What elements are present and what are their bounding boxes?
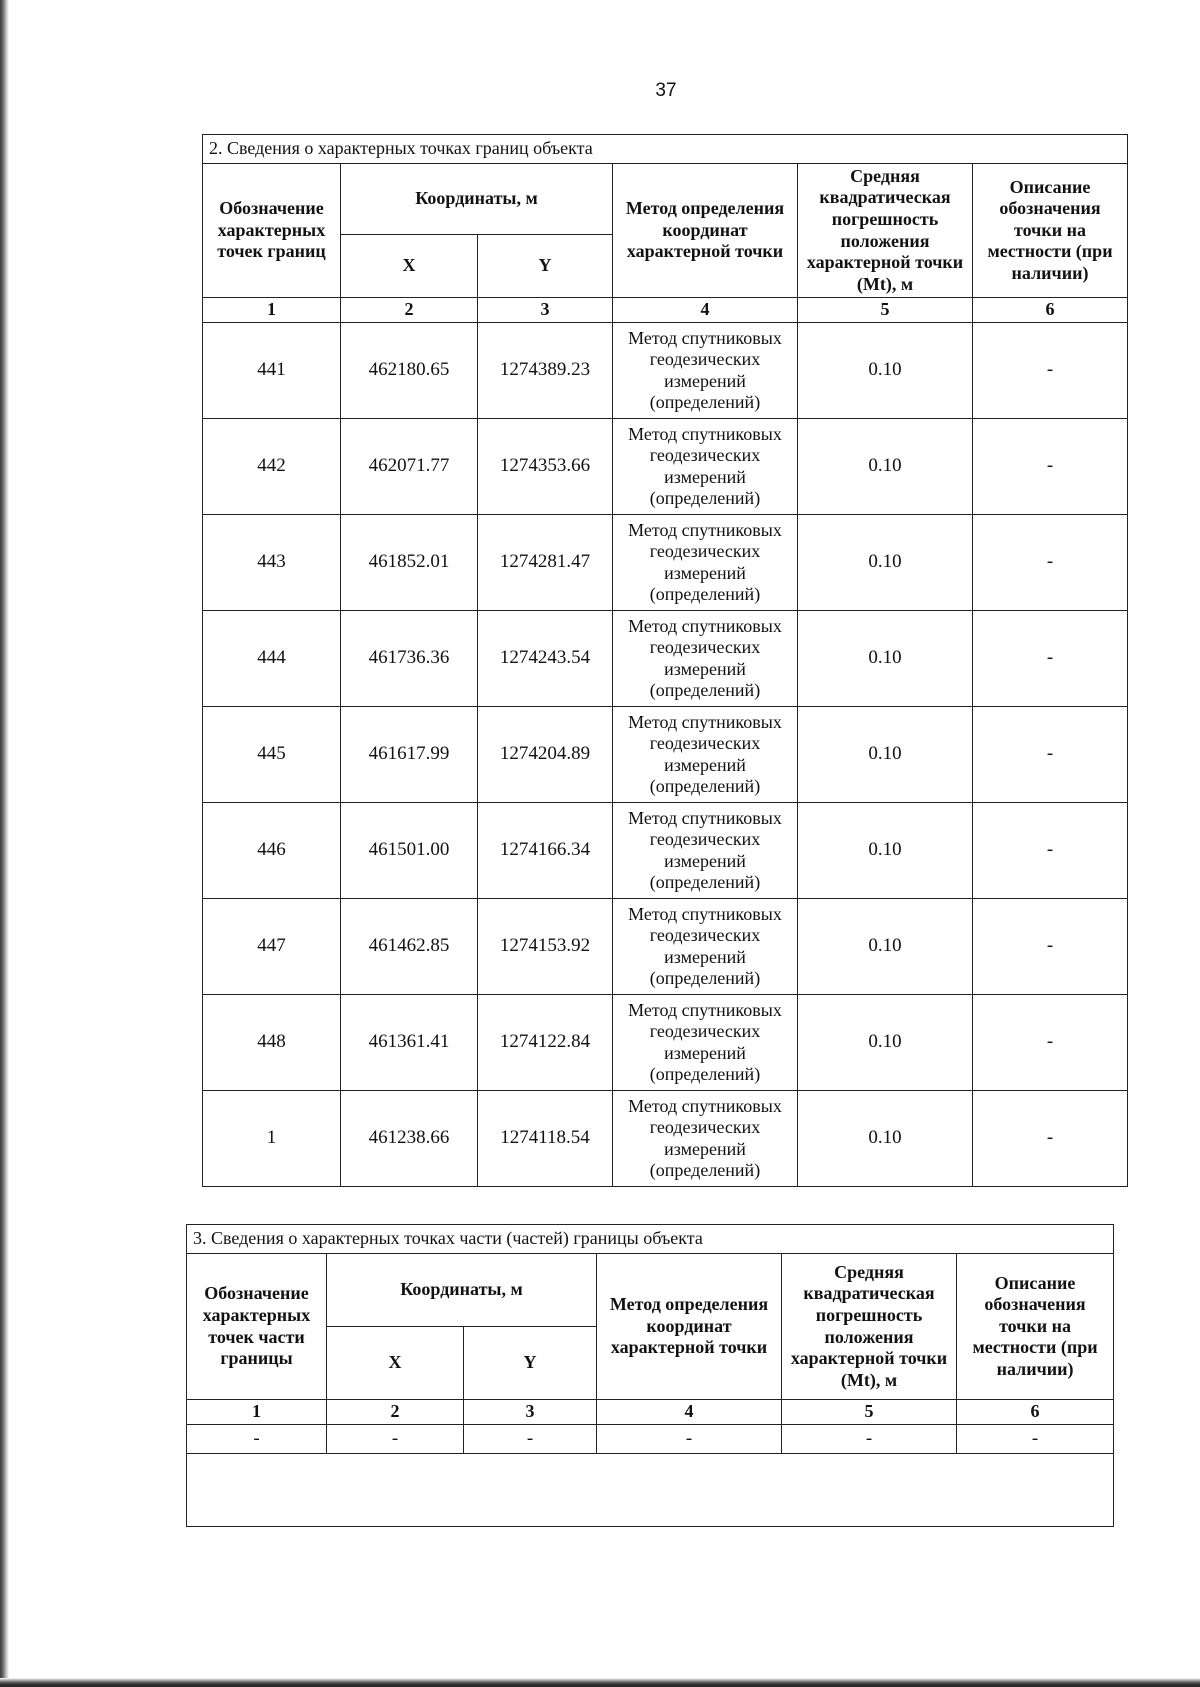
section3-title-row xyxy=(187,1225,1114,1254)
cell-x: 461462.85 xyxy=(341,899,478,995)
cell-description: - xyxy=(973,899,1128,995)
header-y: Y xyxy=(478,235,613,298)
method-line: (определений) xyxy=(649,679,761,700)
cell-error: 0.10 xyxy=(798,611,973,707)
section2-table xyxy=(202,134,1128,1187)
cell-y: 1274166.34 xyxy=(478,803,613,899)
table-row xyxy=(187,1425,1114,1454)
cell-error: 0.10 xyxy=(798,803,973,899)
method-line: (определений) xyxy=(649,967,761,988)
col-number: 1 xyxy=(203,298,341,323)
method-line: Метод спутниковых xyxy=(628,1096,782,1117)
cell-method xyxy=(613,707,798,803)
header-coords: Координаты, м xyxy=(341,164,613,235)
cell-error: 0.10 xyxy=(798,707,973,803)
cell-point: - xyxy=(187,1425,327,1454)
col-number: 6 xyxy=(957,1400,1114,1425)
cell-y: 1274153.92 xyxy=(478,899,613,995)
table-row xyxy=(203,1091,1128,1187)
cell-point: 1 xyxy=(203,1091,341,1187)
method-line: Метод спутниковых xyxy=(628,424,782,445)
section3-title: 3. Сведения о характерных точках части (частей) границы объекта xyxy=(187,1225,1114,1254)
cell-description: - xyxy=(973,707,1128,803)
method-line: Метод спутниковых xyxy=(628,1000,782,1021)
method-line: геодезических xyxy=(649,541,761,562)
method-line: измерений xyxy=(664,946,746,967)
cell-x: 461617.99 xyxy=(341,707,478,803)
cell-method xyxy=(613,323,798,419)
cell-description: - xyxy=(973,515,1128,611)
header-coords: Координаты, м xyxy=(327,1254,597,1327)
blank-area xyxy=(187,1454,1114,1527)
method-line: (определений) xyxy=(649,583,761,604)
header-y: Y xyxy=(464,1327,597,1400)
cell-description: - xyxy=(973,419,1128,515)
col-number: 4 xyxy=(597,1400,782,1425)
scan-edge-bottom xyxy=(0,1678,1200,1687)
method-line: измерений xyxy=(664,754,746,775)
cell-description: - xyxy=(957,1425,1114,1454)
cell-y: - xyxy=(464,1425,597,1454)
cell-error: 0.10 xyxy=(798,323,973,419)
cell-point: 442 xyxy=(203,419,341,515)
header-point: Обозначение характерных точек части границы xyxy=(187,1254,327,1400)
header-method: Метод определения координат характерной точки xyxy=(613,164,798,298)
method-line: измерений xyxy=(664,850,746,871)
method-line: измерений xyxy=(664,562,746,583)
method-line: геодезических xyxy=(649,829,761,850)
header-error: Средняя квадратическая погрешность положения характерной точки (Mt), м xyxy=(782,1254,957,1400)
cell-x: 461736.36 xyxy=(341,611,478,707)
cell-error: 0.10 xyxy=(798,419,973,515)
blank-area-row xyxy=(187,1454,1114,1527)
cell-x: - xyxy=(327,1425,464,1454)
method-line: Метод спутниковых xyxy=(628,616,782,637)
cell-description: - xyxy=(973,995,1128,1091)
cell-method xyxy=(613,995,798,1091)
cell-x: 461852.01 xyxy=(341,515,478,611)
section2-header-row xyxy=(203,164,1128,235)
method-line: геодезических xyxy=(649,349,761,370)
header-method: Метод определения координат характерной точки xyxy=(597,1254,782,1400)
method-line: Метод спутниковых xyxy=(628,328,782,349)
cell-description: - xyxy=(973,1091,1128,1187)
header-description: Описание обозначения точки на местности (при наличии) xyxy=(973,164,1128,298)
cell-description: - xyxy=(973,323,1128,419)
cell-y: 1274389.23 xyxy=(478,323,613,419)
method-line: Метод спутниковых xyxy=(628,520,782,541)
section3-colnum-row xyxy=(187,1400,1114,1425)
cell-y: 1274243.54 xyxy=(478,611,613,707)
method-line: измерений xyxy=(664,1138,746,1159)
cell-method: - xyxy=(597,1425,782,1454)
col-number: 3 xyxy=(464,1400,597,1425)
table-row xyxy=(203,995,1128,1091)
page-number: 37 xyxy=(655,80,677,101)
method-line: геодезических xyxy=(649,445,761,466)
cell-point: 444 xyxy=(203,611,341,707)
method-line: Метод спутниковых xyxy=(628,712,782,733)
cell-y: 1274204.89 xyxy=(478,707,613,803)
method-line: измерений xyxy=(664,658,746,679)
cell-point: 447 xyxy=(203,899,341,995)
table-row xyxy=(203,899,1128,995)
method-line: (определений) xyxy=(649,871,761,892)
cell-method xyxy=(613,803,798,899)
method-line: (определений) xyxy=(649,1159,761,1180)
cell-x: 461361.41 xyxy=(341,995,478,1091)
method-line: измерений xyxy=(664,370,746,391)
method-line: Метод спутниковых xyxy=(628,808,782,829)
cell-method xyxy=(613,899,798,995)
cell-x: 462071.77 xyxy=(341,419,478,515)
header-point: Обозначение характерных точек границ xyxy=(203,164,341,298)
method-line: (определений) xyxy=(649,391,761,412)
cell-error: 0.10 xyxy=(798,899,973,995)
col-number: 1 xyxy=(187,1400,327,1425)
col-number: 2 xyxy=(341,298,478,323)
col-number: 5 xyxy=(798,298,973,323)
table-row xyxy=(203,515,1128,611)
header-error: Средняя квадратическая погрешность положения характерной точки (Mt), м xyxy=(798,164,973,298)
method-line: (определений) xyxy=(649,487,761,508)
section3-header-row xyxy=(187,1254,1114,1327)
method-line: геодезических xyxy=(649,637,761,658)
section2-colnum-row xyxy=(203,298,1128,323)
cell-error: 0.10 xyxy=(798,515,973,611)
col-number: 3 xyxy=(478,298,613,323)
col-number: 4 xyxy=(613,298,798,323)
cell-description: - xyxy=(973,611,1128,707)
cell-error: - xyxy=(782,1425,957,1454)
cell-y: 1274118.54 xyxy=(478,1091,613,1187)
cell-point: 441 xyxy=(203,323,341,419)
method-line: геодезических xyxy=(649,1117,761,1138)
section2-title-row xyxy=(203,135,1128,164)
cell-error: 0.10 xyxy=(798,995,973,1091)
cell-y: 1274353.66 xyxy=(478,419,613,515)
cell-method xyxy=(613,515,798,611)
scan-edge-left xyxy=(0,0,9,1687)
cell-error: 0.10 xyxy=(798,1091,973,1187)
cell-point: 443 xyxy=(203,515,341,611)
table-row xyxy=(203,803,1128,899)
method-line: геодезических xyxy=(649,1021,761,1042)
section2-title: 2. Сведения о характерных точках границ объекта xyxy=(203,135,1128,164)
method-line: измерений xyxy=(664,1042,746,1063)
method-line: (определений) xyxy=(649,775,761,796)
cell-method xyxy=(613,1091,798,1187)
cell-point: 445 xyxy=(203,707,341,803)
cell-point: 448 xyxy=(203,995,341,1091)
cell-point: 446 xyxy=(203,803,341,899)
method-line: (определений) xyxy=(649,1063,761,1084)
cell-x: 461501.00 xyxy=(341,803,478,899)
cell-x: 461238.66 xyxy=(341,1091,478,1187)
table-row xyxy=(203,419,1128,515)
col-number: 2 xyxy=(327,1400,464,1425)
cell-method xyxy=(613,419,798,515)
header-x: X xyxy=(341,235,478,298)
cell-y: 1274281.47 xyxy=(478,515,613,611)
table-row xyxy=(203,323,1128,419)
col-number: 6 xyxy=(973,298,1128,323)
col-number: 5 xyxy=(782,1400,957,1425)
cell-x: 462180.65 xyxy=(341,323,478,419)
cell-description: - xyxy=(973,803,1128,899)
table-row xyxy=(203,611,1128,707)
method-line: геодезических xyxy=(649,925,761,946)
header-x: X xyxy=(327,1327,464,1400)
method-line: геодезических xyxy=(649,733,761,754)
table-row xyxy=(203,707,1128,803)
cell-method xyxy=(613,611,798,707)
header-description: Описание обозначения точки на местности (при наличии) xyxy=(957,1254,1114,1400)
section3-table xyxy=(186,1224,1114,1527)
cell-y: 1274122.84 xyxy=(478,995,613,1091)
method-line: Метод спутниковых xyxy=(628,904,782,925)
method-line: измерений xyxy=(664,466,746,487)
